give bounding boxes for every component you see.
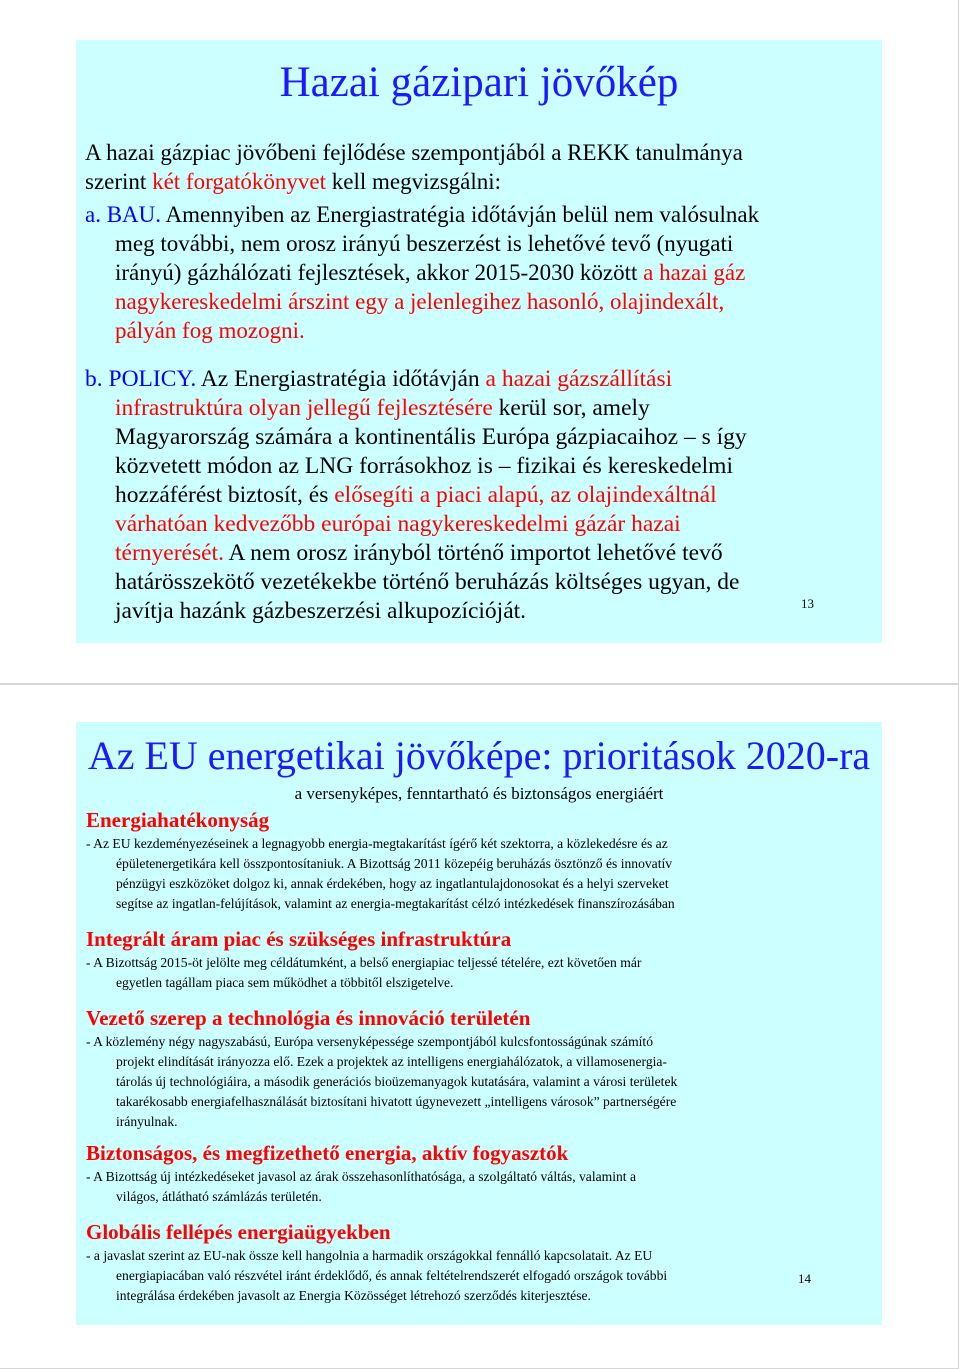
highlight-text: nagykereskedelmi árszint egy a jelenlegihez hasonló, olajindexált, (115, 289, 725, 314)
section-text: - A Bizottság 2015-öt jelölte meg céldátumként, a belső energiapiac teljessé tételére, ezt követően már egyetlen tagállam piaca sem működhet a többitől elszigetelve. (86, 955, 642, 990)
policy-label: b. POLICY. (85, 366, 197, 392)
page-number: 14 (798, 1271, 811, 1286)
bau-paragraph: a. BAU. Amennyiben az Energiastratégia időtávján belül nem valósulnak meg további, nem orosz irányú beszerzést is lehetővé tevő (nyugati irányú) gázhálózati fejlesztések, akkor 2015-2030 között a hazai gáz nagykereskedelmi árszint egy a jelenlegihez hasonló, olajindexált, pályán fog mozogni. (85, 200, 875, 345)
section-text: - a javaslat szerint az EU-nak össze kell hangolnia a harmadik országokkal fennálló kapcsolatait. Az EU energiapiacában való részvétel iránt érdeklődő, és annak feltételrendszerét elfogadó országok további integrálása érdekében javasolt az Energia Közösséget létrehozó szerződés kiterjesztése. (86, 1248, 668, 1303)
slide-14 (76, 722, 882, 1325)
highlight-text: elősegíti a piaci alapú, az olajindexáltnál (334, 482, 717, 508)
intro-line: szerint két forgatókönyvet kell megvizsgálni: (85, 169, 502, 194)
section-energy-efficiency (86, 806, 876, 914)
intro-paragraph (85, 138, 875, 196)
slide-subtitle: a versenyképes, fenntartható és biztonságos energiáért (294, 784, 664, 803)
intro-line: A hazai gázpiac jövőbeni fejlődése szempontjából a REKK tanulmánya (85, 140, 743, 165)
highlight-text: két forgatókönyvet (152, 169, 327, 194)
section-text: - A közlemény négy nagyszabású, Európa versenyképessége szempontjából kulcsfontosságúnak számító projekt elindítását irányozza elő. Ezek a projektek az intelligens energiahálózatok, a villamosenergia- tárolás új technológiáira, a második generációs bioüzemanyagok kutatására, valamint a városi területek takarékosabb energiafelhasználását biztosítani hivatott úgynevezett „intelligens városok” partnerségére irányulnak. (86, 1034, 678, 1129)
highlight-text: infrastruktúra olyan jellegű fejlesztésére (115, 395, 493, 421)
section-technology-innovation (86, 1004, 876, 1132)
slide-title: Az EU energetikai jövőképe: prioritások 2020-ra (87, 733, 871, 778)
section-text: - Az EU kezdeményezéseinek a legnagyobb energia-megtakarítást ígérő két szektorra, a közlekedésre és az épületenergetikára kell összpontosítaniuk. A Bizottság 2011 közepéig beruházás ösztönző és innovatív pénzügyi eszközöket dolgoz ki, annak érdekében, hogy az ingatlantulajdonosokat és a helyi szerveket segítse az ingatlan-felújítások, valamint az energia-megtakarítást célzó intézkedések finanszírozásában (86, 836, 675, 911)
page-number: 13 (801, 596, 814, 611)
highlight-text: a hazai gáz (643, 260, 746, 285)
highlight-text: térnyerését. (115, 540, 224, 566)
slide-title: Hazai gázipari jövőkép (279, 59, 679, 106)
highlight-text: pályán fog mozogni. (115, 318, 305, 343)
section-global-action (86, 1218, 876, 1306)
section-heading: Biztonságos, és megfizethető energia, aktív fogyasztók (86, 1141, 569, 1165)
policy-paragraph: b. POLICY. Az Energiastratégia időtávján a hazai gázszállítási infrastruktúra olyan jellegű fejlesztésére kerül sor, amely Magyarország számára a kontinentális Európa gázpiacaihoz – s így közvetett módon az LNG forrásokhoz is – fizikai és kereskedelmi hozzáférést biztosít, és elősegíti a piaci alapú, az olajindexáltnál várhatóan kedvezőbb európai nagykereskedelmi gázár hazai térnyerését. A nem orosz irányból történő importot lehetővé tevő határösszekötő vezetékekbe történő beruházás költséges ugyan, de javítja hazánk gázbeszerzési alkupozícióját. (85, 365, 875, 626)
section-heading: Energiahatékonyság (86, 808, 270, 832)
section-heading: Vezető szerep a technológia és innováció területén (86, 1006, 531, 1030)
section-heading: Integrált áram piac és szükséges infrastruktúra (86, 927, 512, 951)
section-text: - A Bizottság új intézkedéseket javasol az árak összehasonlíthatósága, a szolgáltató váltás, valamint a világos, átlátható számlázás területén. (86, 1169, 636, 1204)
section-heading: Globális fellépés energiaügyekben (86, 1220, 391, 1244)
section-secure-energy (86, 1139, 876, 1207)
highlight-text: a hazai gázszállítási (485, 366, 673, 392)
bau-label: a. BAU. (85, 202, 162, 227)
section-integrated-market (86, 925, 876, 993)
highlight-text: várhatóan kedvezőbb európai nagykereskedelmi gázár hazai (115, 511, 681, 537)
slide-13 (76, 40, 882, 643)
